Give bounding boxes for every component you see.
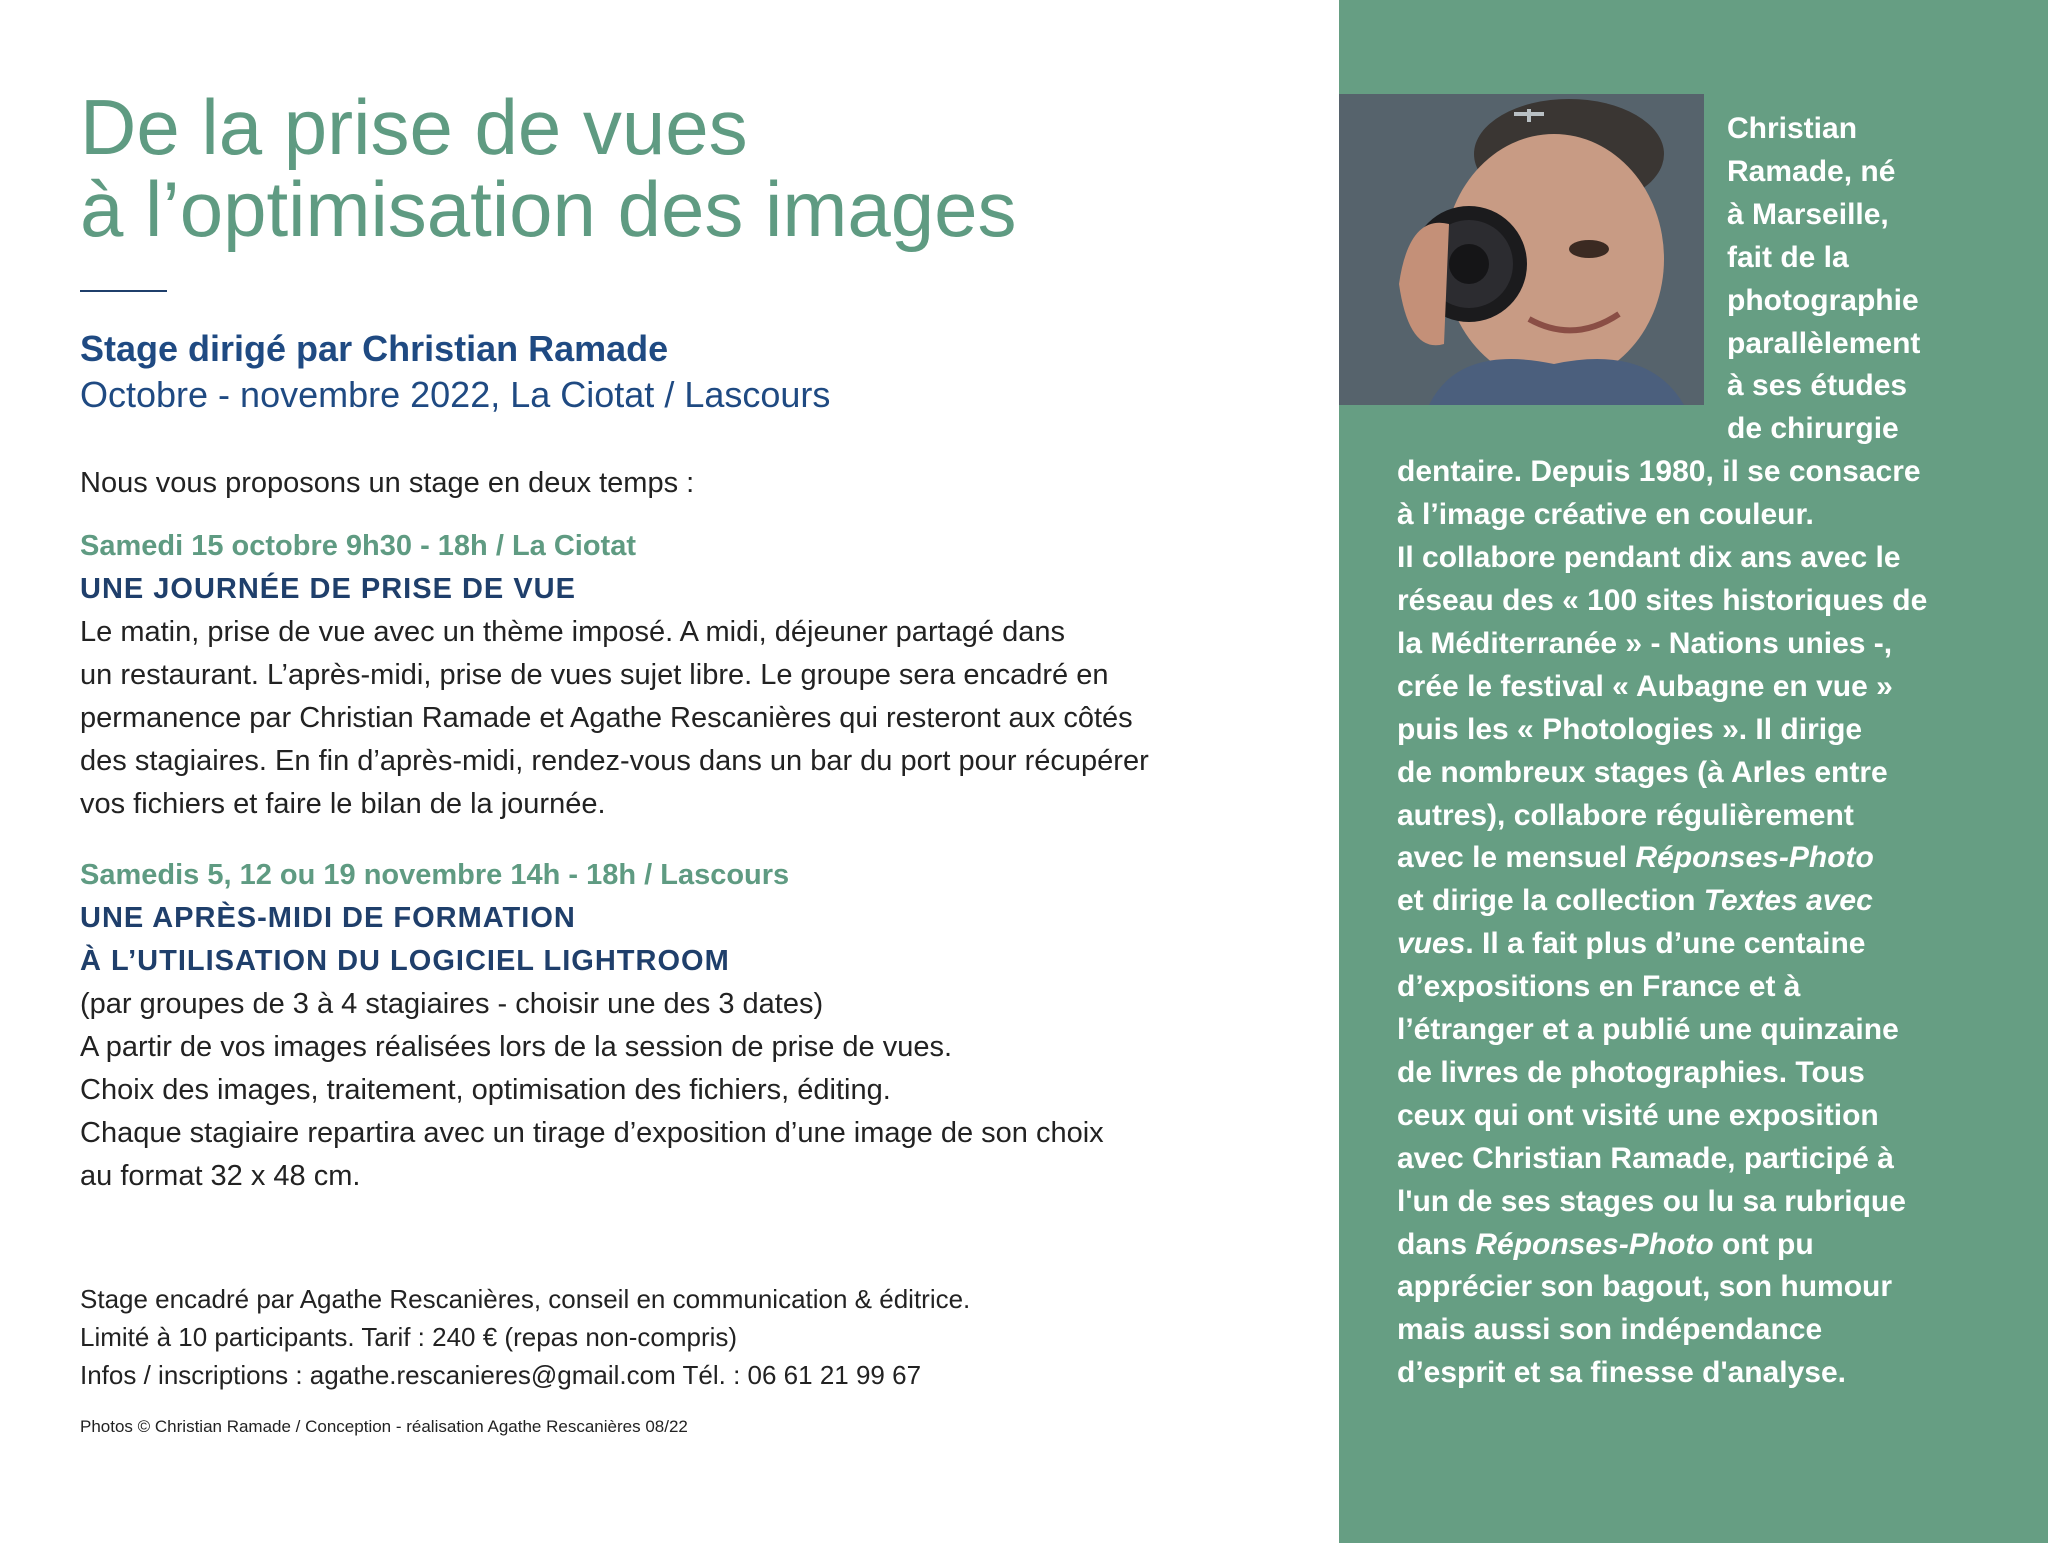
session-2-heading-1: UNE APRÈS-MIDI DE FORMATION bbox=[80, 902, 576, 934]
session-2-heading-2: À L’UTILISATION DU LOGICIEL LIGHTROOM bbox=[80, 945, 730, 977]
bio-line bbox=[1397, 837, 1997, 880]
title-line-1: De la prise de vues bbox=[80, 83, 748, 171]
bio-line: photographie bbox=[1727, 283, 1919, 317]
bio-line bbox=[1397, 923, 1997, 966]
bio-text: . Il a fait plus d’une centaine bbox=[1465, 927, 1866, 961]
biography-panel bbox=[1339, 0, 2048, 1543]
footer-info bbox=[80, 1280, 970, 1394]
bio-line bbox=[1397, 880, 1997, 923]
session-1-line: des stagiaires. En fin d’après-midi, rendez-vous dans un bar du port pour récupérer bbox=[80, 745, 1149, 777]
session-2-line: Chaque stagiaire repartira avec un tirage d’exposition d’une image de son choix bbox=[80, 1117, 1104, 1149]
bio-line: autres), collabore régulièrement bbox=[1397, 798, 1854, 832]
bio-line: à Marseille, bbox=[1727, 197, 1889, 231]
session-2-line: A partir de vos images réalisées lors de la session de prise de vues. bbox=[80, 1031, 953, 1063]
session-1-line: vos fichiers et faire le bilan de la journée. bbox=[80, 788, 606, 820]
bio-line: crée le festival « Aubagne en vue » bbox=[1397, 669, 1893, 703]
session-1-line: Le matin, prise de vue avec un thème imposé. A midi, déjeuner partagé dans bbox=[80, 616, 1065, 648]
subtitle-director: Stage dirigé par Christian Ramade bbox=[80, 328, 669, 369]
bio-line: d’esprit et sa finesse d'analyse. bbox=[1397, 1356, 1847, 1390]
bio-line: apprécier son bagout, son humour bbox=[1397, 1270, 1893, 1304]
session-1-line: permanence par Christian Ramade et Agathe Rescanières qui resteront aux côtés bbox=[80, 702, 1133, 734]
bio-text: ont pu bbox=[1713, 1227, 1814, 1261]
session-1-date: Samedi 15 octobre 9h30 - 18h / La Ciotat bbox=[80, 530, 636, 562]
bio-line: Ramade, né bbox=[1727, 154, 1896, 188]
bio-collection-title: vues bbox=[1397, 927, 1466, 961]
bio-line: Il collabore pendant dix ans avec le bbox=[1397, 541, 1901, 575]
session-2-line: au format 32 x 48 cm. bbox=[80, 1160, 361, 1192]
bio-line: de nombreux stages (à Arles entre bbox=[1397, 755, 1888, 789]
biography-text bbox=[1397, 108, 1997, 1395]
bio-line bbox=[1397, 1224, 1997, 1267]
bio-line: de chirurgie bbox=[1727, 412, 1899, 446]
session-1-line: un restaurant. L’après-midi, prise de vues sujet libre. Le groupe sera encadré en bbox=[80, 659, 1109, 691]
bio-line: puis les « Photologies ». Il dirige bbox=[1397, 712, 1863, 746]
bio-line: mais aussi son indépendance bbox=[1397, 1313, 1823, 1347]
bio-line: la Méditerranée » - Nations unies -, bbox=[1397, 626, 1893, 660]
bio-text: dans bbox=[1397, 1227, 1476, 1261]
session-2-line: (par groupes de 3 à 4 stagiaires - choisir une des 3 dates) bbox=[80, 988, 824, 1020]
bio-line: l’étranger et a publié une quinzaine bbox=[1397, 1013, 1899, 1047]
bio-magazine-title: Réponses-Photo bbox=[1475, 1227, 1714, 1261]
bio-line: réseau des « 100 sites historiques de bbox=[1397, 583, 1928, 617]
subtitle bbox=[80, 326, 830, 418]
footer-supervisor: Stage encadré par Agathe Rescanières, conseil en communication & éditrice. bbox=[80, 1284, 971, 1314]
bio-magazine-title: Réponses-Photo bbox=[1635, 841, 1874, 875]
session-1-description bbox=[80, 611, 1280, 826]
session-2 bbox=[80, 854, 1280, 1198]
bio-collection-title: Textes avec bbox=[1703, 884, 1873, 918]
title-line-2: à l’optimisation des images bbox=[80, 165, 1017, 253]
session-1-heading: UNE JOURNÉE DE PRISE DE VUE bbox=[80, 573, 576, 605]
footer-price: Limité à 10 participants. Tarif : 240 € (repas non-compris) bbox=[80, 1322, 738, 1352]
bio-line: l'un de ses stages ou lu sa rubrique bbox=[1397, 1184, 1906, 1218]
session-2-description bbox=[80, 983, 1280, 1198]
photo-credits: Photos © Christian Ramade / Conception - réalisation Agathe Rescanières 08/22 bbox=[80, 1417, 688, 1436]
session-1 bbox=[80, 525, 1280, 826]
bio-text: avec le mensuel bbox=[1397, 841, 1636, 875]
bio-line: d’expositions en France et à bbox=[1397, 970, 1801, 1004]
bio-line: avec Christian Ramade, participé à bbox=[1397, 1141, 1894, 1175]
title-divider bbox=[80, 290, 167, 292]
page-title bbox=[80, 83, 1017, 253]
subtitle-dates-location: Octobre - novembre 2022, La Ciotat / Lascours bbox=[80, 374, 831, 415]
bio-line: de livres de photographies. Tous bbox=[1397, 1055, 1865, 1089]
bio-line: parallèlement bbox=[1727, 326, 1921, 360]
bio-line: ceux qui ont visité une exposition bbox=[1397, 1098, 1879, 1132]
bio-line: fait de la bbox=[1727, 240, 1849, 274]
intro-text: Nous vous proposons un stage en deux temps : bbox=[80, 467, 695, 499]
bio-line: dentaire. Depuis 1980, il se consacre bbox=[1397, 455, 1921, 489]
bio-line: Christian bbox=[1727, 112, 1858, 145]
bio-line: à ses études bbox=[1727, 369, 1908, 403]
session-2-date: Samedis 5, 12 ou 19 novembre 14h - 18h / Lascours bbox=[80, 859, 790, 891]
bio-text: et dirige la collection bbox=[1397, 884, 1704, 918]
footer-contact: Infos / inscriptions : agathe.rescanieres@gmail.com Tél. : 06 61 21 99 67 bbox=[80, 1360, 922, 1390]
bio-line: à l’image créative en couleur. bbox=[1397, 498, 1814, 532]
session-2-line: Choix des images, traitement, optimisation des fichiers, éditing. bbox=[80, 1074, 891, 1106]
